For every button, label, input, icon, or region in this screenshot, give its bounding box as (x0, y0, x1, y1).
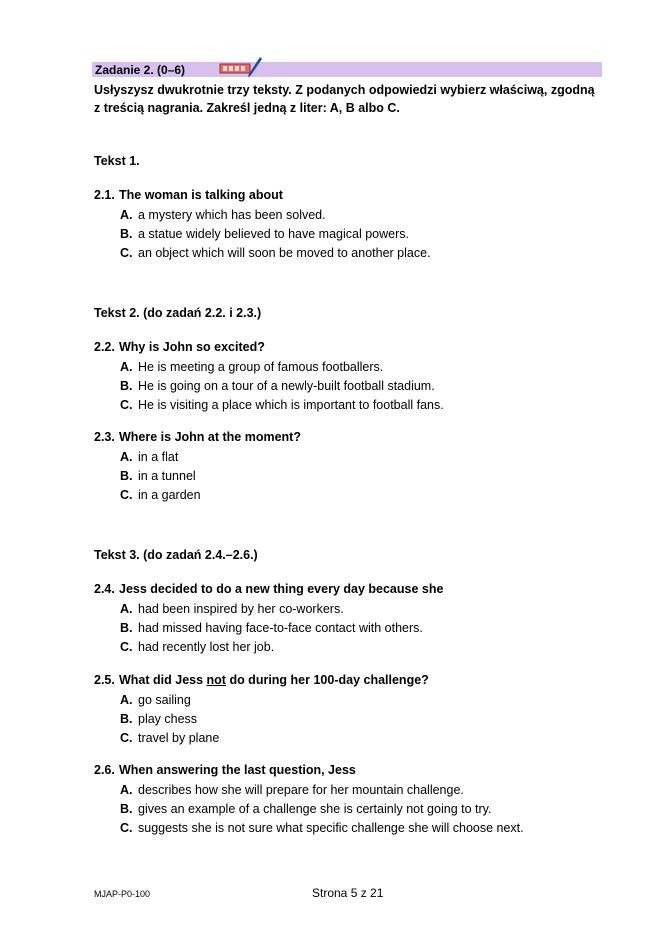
page-number: Strona 5 z 21 (312, 886, 384, 900)
question-2-3 (94, 430, 301, 445)
options-2-6 (120, 781, 524, 837)
question-number: 2.5. (94, 673, 115, 687)
option-b[interactable]: B. gives an example of a challenge she is certainly not going to try. (120, 801, 492, 816)
instruction-line-1: Usłyszysz dwukrotnie trzy teksty. Z podanych odpowiedzi wybierz właściwą, zgodną (94, 83, 595, 97)
question-text: The woman is talking about (119, 188, 283, 202)
question-2-4 (94, 582, 443, 597)
option-a[interactable]: A. describes how she will prepare for her mountain challenge. (120, 783, 464, 797)
options-2-2 (120, 358, 444, 414)
question-2-2 (94, 340, 265, 355)
question-text: Why is John so excited? (119, 340, 265, 354)
option-c[interactable]: C. He is visiting a place which is important to football fans. (120, 397, 444, 412)
question-2-1 (94, 188, 283, 203)
question-2-5 (94, 673, 429, 688)
question-number: 2.6. (94, 763, 115, 777)
section-heading-3: Tekst 3. (do zadań 2.4.–2.6.) (94, 548, 258, 562)
option-c[interactable]: C. suggests she is not sure what specific challenge she will choose next. (120, 820, 524, 835)
question-number: 2.3. (94, 430, 115, 444)
option-a[interactable]: A. had been inspired by her co-workers. (120, 602, 344, 616)
question-number: 2.1. (94, 188, 115, 202)
option-b[interactable]: B. He is going on a tour of a newly-built football stadium. (120, 378, 435, 393)
question-text: Where is John at the moment? (119, 430, 301, 444)
question-text: When answering the last question, Jess (119, 763, 356, 777)
options-2-3 (120, 448, 201, 504)
audio-recording-pen-icon (219, 55, 263, 77)
question-number: 2.2. (94, 340, 115, 354)
option-b[interactable]: B. had missed having face-to-face contact with others. (120, 620, 423, 635)
option-c[interactable]: C. had recently lost her job. (120, 639, 275, 654)
section-heading-1: Tekst 1. (94, 154, 140, 168)
task-instruction (94, 81, 614, 117)
option-c[interactable]: C. in a garden (120, 487, 201, 502)
option-c[interactable]: C. an object which will soon be moved to another place. (120, 245, 431, 260)
option-a[interactable]: A. go sailing (120, 693, 191, 707)
question-number: 2.4. (94, 582, 115, 596)
option-c[interactable]: C. travel by plane (120, 730, 220, 745)
option-b[interactable]: B. in a tunnel (120, 468, 196, 483)
option-a[interactable]: A. in a flat (120, 450, 179, 464)
options-2-4 (120, 600, 423, 656)
options-2-1 (120, 206, 431, 262)
question-text-underlined: not (206, 673, 226, 687)
option-b[interactable]: B. play chess (120, 711, 198, 726)
instruction-line-2: z treścią nagrania. Zakreśl jedną z liter: A, B albo C. (94, 101, 400, 115)
option-b[interactable]: B. a statue widely believed to have magical powers. (120, 226, 409, 241)
section-heading-2: Tekst 2. (do zadań 2.2. i 2.3.) (94, 306, 262, 320)
question-text-before: What did Jess (119, 673, 207, 687)
question-text-after: do during her 100-day challenge? (225, 673, 429, 687)
exam-code: MJAP-P0-100 (94, 889, 151, 899)
option-a[interactable]: A. a mystery which has been solved. (120, 208, 326, 222)
option-a[interactable]: A. He is meeting a group of famous footballers. (120, 360, 384, 374)
task-title: Zadanie 2. (0–6) (95, 63, 186, 77)
question-text: Jess decided to do a new thing every day because she (119, 582, 444, 596)
question-2-6 (94, 763, 356, 778)
options-2-5 (120, 691, 219, 747)
